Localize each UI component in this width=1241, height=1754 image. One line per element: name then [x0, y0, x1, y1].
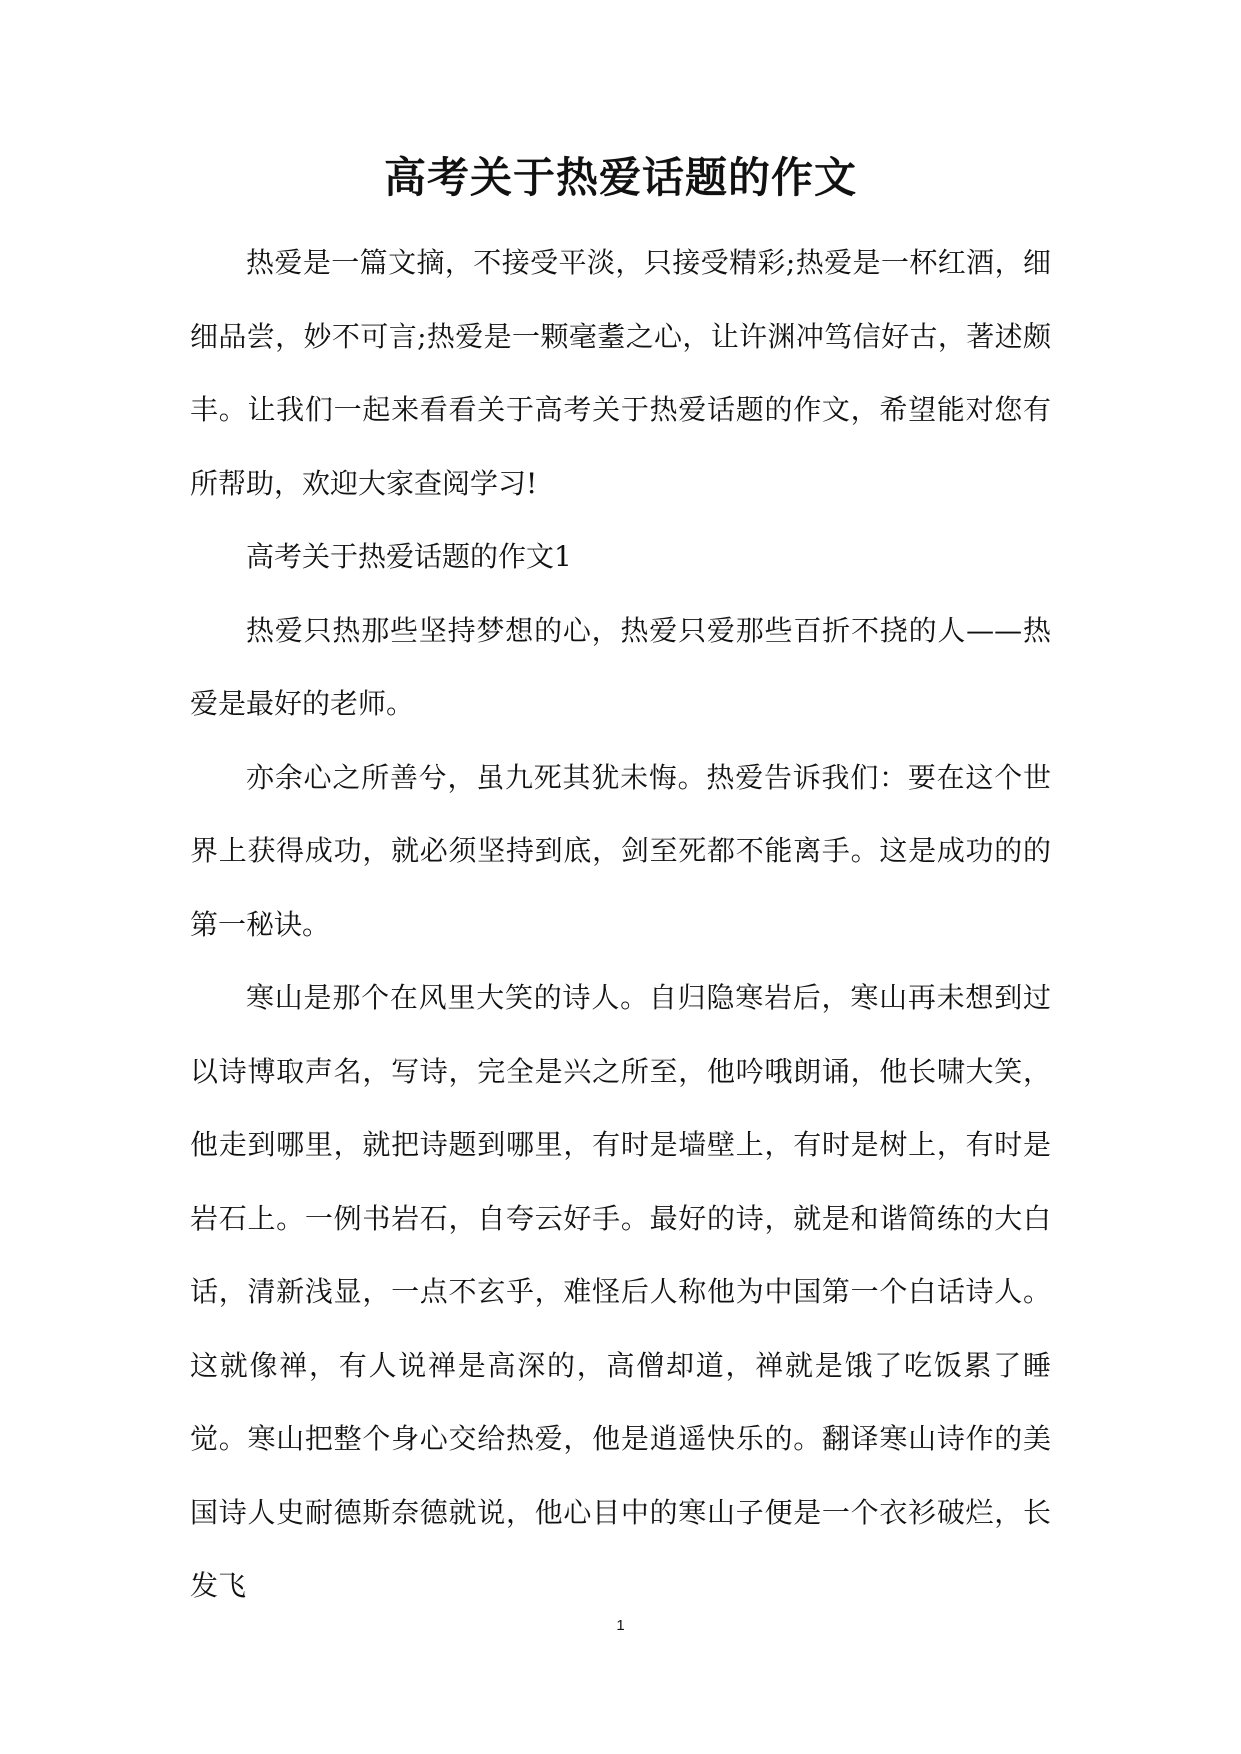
body-paragraph: 热爱只热那些坚持梦想的心，热爱只爱那些百折不挠的人——热爱是最好的老师。 — [190, 613, 1051, 720]
section-heading: 高考关于热爱话题的作文1 — [246, 540, 572, 573]
page-number: 1 — [616, 1617, 625, 1634]
document-body — [190, 226, 1051, 1623]
intro-paragraph: 热爱是一篇文摘，不接受平淡，只接受精彩;热爱是一杯红酒，细细品尝，妙不可言;热爱是一颗毫耋之心，让许渊冲笃信好古，著述颇丰。让我们一起来看看关于高考关于热爱话题的作文，希望能对您有所帮助，欢迎大家查阅学习! — [190, 246, 1051, 500]
body-paragraph: 亦余心之所善兮，虽九死其犹未悔。热爱告诉我们：要在这个世界上获得成功，就必须坚持到底，剑至死都不能离手。这是成功的的第一秘诀。 — [190, 760, 1051, 941]
document-title: 高考关于热爱话题的作文 — [383, 153, 857, 202]
body-paragraph: 寒山是那个在风里大笑的诗人。自归隐寒岩后，寒山再未想到过以诗博取声名，写诗，完全是兴之所至，他吟哦朗诵，他长啸大笑，他走到哪里，就把诗题到哪里，有时是墙壁上，有时是树上，有时是岩石上。一例书岩石，自夸云好手。最好的诗，就是和谐简练的大白话，清新浅显，一点不玄乎，难怪后人称他为中国第一个白话诗人。这就像禅，有人说禅是高深的，高僧却道，禅就是饿了吃饭累了睡觉。寒山把整个身心交给热爱，他是逍遥快乐的。翻译寒山诗作的美国诗人史耐德斯奈德就说，他心目中的寒山子便是一个衣衫破烂，长发飞 — [190, 981, 1051, 1602]
